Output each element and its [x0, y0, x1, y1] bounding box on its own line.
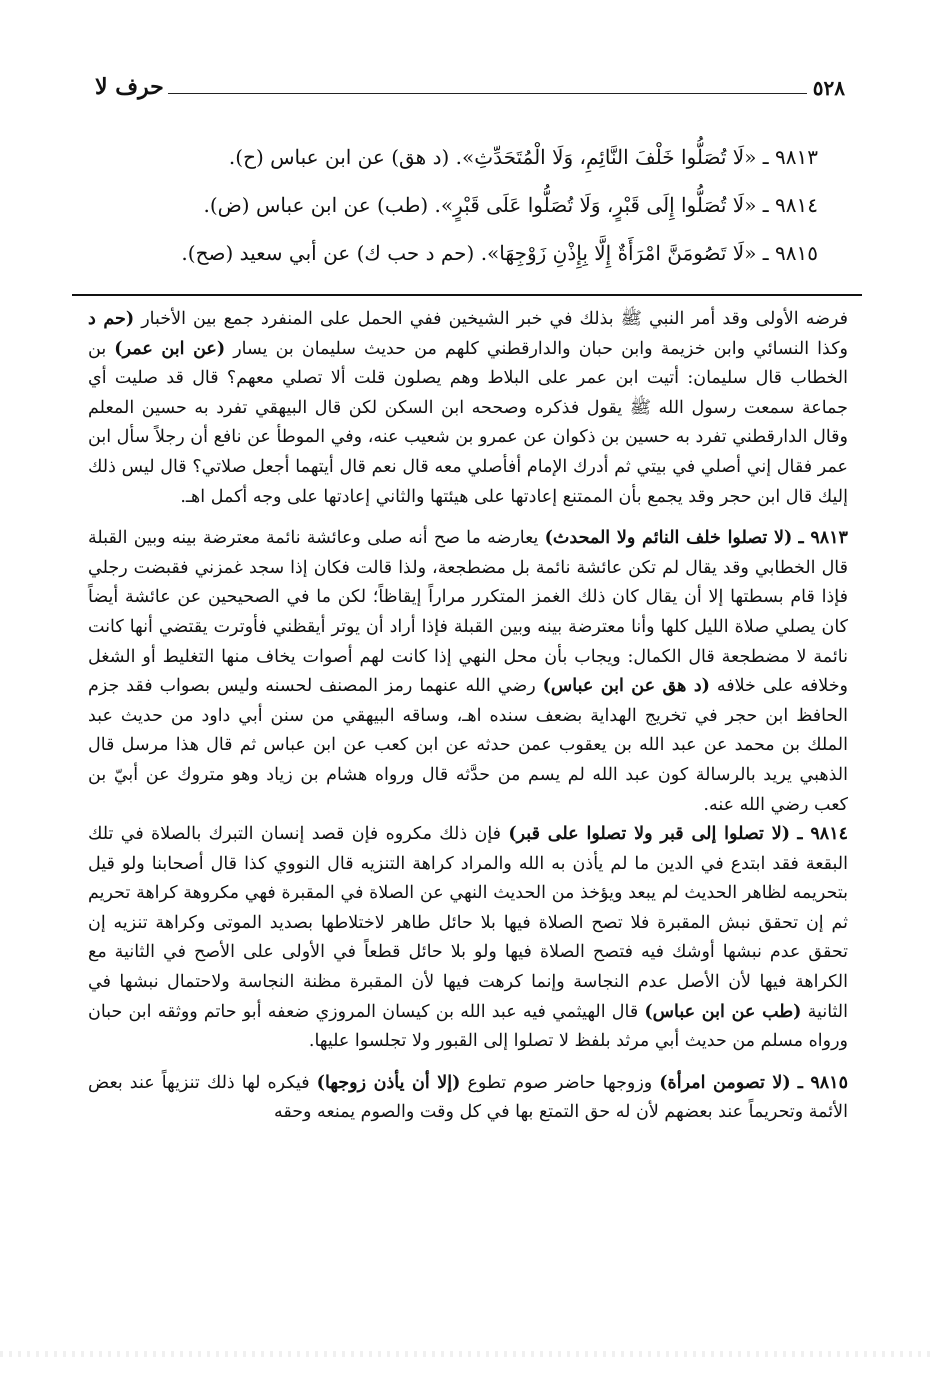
hadith-entry: ٩٨١٣ ـ «لَا تُصَلُّوا خَلْفَ النَّائِمِ، وَلَا الْمُتَحَدِّثِ». (د هق) عن ابن عباس (ح). [228, 145, 818, 169]
page-number: ٥٢٨ [812, 76, 845, 100]
commentary-paragraph-9813: ٩٨١٣ ـ (لا تصلوا خلف النائم ولا المحدث) يعارضه ما صح أنه صلى وعائشة نائمة معترضة بينه وبين القبلة قال الخطابي وقد يقال لم تكن عائشة نائمة بل مضطجعة، ولذا قالت فكان إذا سجد غمزني فقبضت رجلي فإذا قام بسطتها إلا أن يقال كان ذلك الغمز المتكرر مراراً إيقاظاً؛ لكن ما في الصحيحين عن عائشة أيضاً كان يصلي صلاة الليل كلها وأنا معترضة بينه وبين القبلة فإذا أراد أن يوتر أيقظني فأوترت يقتضي أنها كانت نائمة لا مضطجعة قال الكمال: ويجاب بأن محل النهي إذا كانت لهم أصوات يخاف منها التغليط أو الشغل وخلافه على خلافه (د هق عن ابن عباس) رضي الله عنهما رمز المصنف لحسنه وليس بصواب فقد جزم الحافظ ابن حجر في تخريج الهداية بضعف سنده اهـ، وساقه البيهقي من سنن أبي داود من حديث عبد الملك بن محمد عن عبد الله بن يعقوب عمن حدثه عن ابن كعب عن ابن عباس ثم قال هذا مرسل قال الذهبي يريد بالرسالة كون عبد الله لم يسم من حدَّثه قال ورواه هشام بن زياد وهو متروك عن أبيّ بن كعب رضي الله عنه. [88, 528, 848, 815]
page-header [95, 70, 845, 100]
hadith-source: (د هق) عن ابن عباس (ح). [228, 145, 450, 169]
commentary-paragraph-9815: ٩٨١٥ ـ (لا تصومن امرأة) وزوجها حاضر صوم تطوع (إلا أن يأذن زوجها) فيكره لها ذلك تنزيهاً عند بعض الأئمة وتحريماً عند بعضهم لأن له حق التمتع بها في كل وقت والصوم يمنعه وحقه [88, 1072, 848, 1123]
scan-noise [0, 1351, 936, 1357]
chapter-title: حرف لا [95, 74, 164, 100]
footnote-separator [72, 294, 862, 296]
hadith-number: ٩٨١٤ [775, 193, 818, 217]
hadith-source: (حم د حب ك) عن أبي سعيد (صح). [181, 241, 475, 265]
commentary [88, 305, 848, 1128]
commentary-number: ٩٨١٤ ـ [797, 824, 848, 845]
hadith-list [118, 133, 818, 277]
commentary-number: ٩٨١٥ ـ [797, 1072, 848, 1093]
hadith-entry: ٩٨١٤ ـ «لَا تُصَلُّوا إِلَى قَبْرٍ، وَلَا تُصَلُّوا عَلَى قَبْرٍ». (طب) عن ابن عباس (ض). [203, 193, 818, 217]
hadith-number: ٩٨١٣ [775, 145, 818, 169]
commentary-number: ٩٨١٣ ـ [798, 528, 848, 549]
hadith-text: «لَا تُصَلُّوا إِلَى قَبْرٍ، وَلَا تُصَلُّوا عَلَى قَبْرٍ». [434, 193, 757, 217]
hadith-entry: ٩٨١٥ ـ «لَا تَصُومَنَّ امْرَأَةٌ إِلَّا بِإِذْنِ زَوْجِهَا». (حم د حب ك) عن أبي سعيد (صح). [181, 241, 818, 265]
header-rule [168, 93, 807, 94]
commentary-paragraph-intro: فرضه الأولى وقد أمر النبي ﷺ بذلك في خبر الشيخين ففي الحمل على المنفرد جمع بين الأخبار (حم د وكذا النسائي وابن خزيمة وابن حبان والدارقطني كلهم من حديث سليمان بن يسار (عن ابن عمر) بن الخطاب قال سليمان: أتيت ابن عمر على البلاط وهم يصلون قلت ألا تصلي معهم؟ قال قد صليت أي جماعة سمعت رسول الله ﷺ يقول فذكره وصححه ابن السكن لكن قال البيهقي تفرد به حسين المعلم وقال الدارقطني تفرد به حسين بن ذكوان عن عمرو بن شعيب عنه، وفي الموطأ عن نافع أن رجلاً سأل ابن عمر فقال إني أصلي في بيتي ثم أدرك الإمام أفأصلي معه قال نعم قال أيتهما أجعل صلاتي؟ قال ليس ذلك إليك قال ابن حجر وقد يجمع بأن الممتنع إعادتها على هيئتها والثاني إعادتها على وجه أكمل اهـ. [88, 309, 848, 507]
hadith-text: «لَا تُصَلُّوا خَلْفَ النَّائِمِ، وَلَا الْمُتَحَدِّثِ». [455, 145, 757, 169]
hadith-text: «لَا تَصُومَنَّ امْرَأَةٌ إِلَّا بِإِذْنِ زَوْجِهَا». [480, 241, 757, 265]
hadith-source: (طب) عن ابن عباس (ض). [203, 193, 429, 217]
commentary-paragraph-9814: ٩٨١٤ ـ (لا تصلوا إلى قبر ولا تصلوا على قبر) فإن ذلك مكروه فإن قصد إنسان التبرك بالصلاة في تلك البقعة فقد ابتدع في الدين ما لم يأذن به الله والمراد كراهة التنزيه قال النووي كذا قال أصحابنا ولو قيل بتحريمه لظاهر الحديث لم يبعد ويؤخذ من الحديث النهي عن الصلاة في المقبرة فهي مكروهة كراهة تحريم ثم إن تحقق نبش المقبرة فلا تصح الصلاة فيها بلا حائل طاهر لاختلاطها بصديد الموتى وكراهة تنزيه إن تحقق عدم نبشها أوشك فيه فتصح الصلاة فيها ولو بلا حائل قطعاً في الأولى على الأصح في الثانية مع الكراهة فيها لأن الأصل عدم النجاسة وإنما كرهت فيها لأن المقبرة مظنة النجاسة ولاحتمال نبشها في الثانية (طب عن ابن عباس) قال الهيثمي فيه عبد الله بن كيسان المروزي ضعفه أبو حاتم ووثقه ابن حبان ورواه مسلم من حديث أبي مرثد بلفظ لا تصلوا إلى القبور ولا تجلسوا عليها. [88, 824, 848, 1052]
hadith-number: ٩٨١٥ [775, 241, 818, 265]
